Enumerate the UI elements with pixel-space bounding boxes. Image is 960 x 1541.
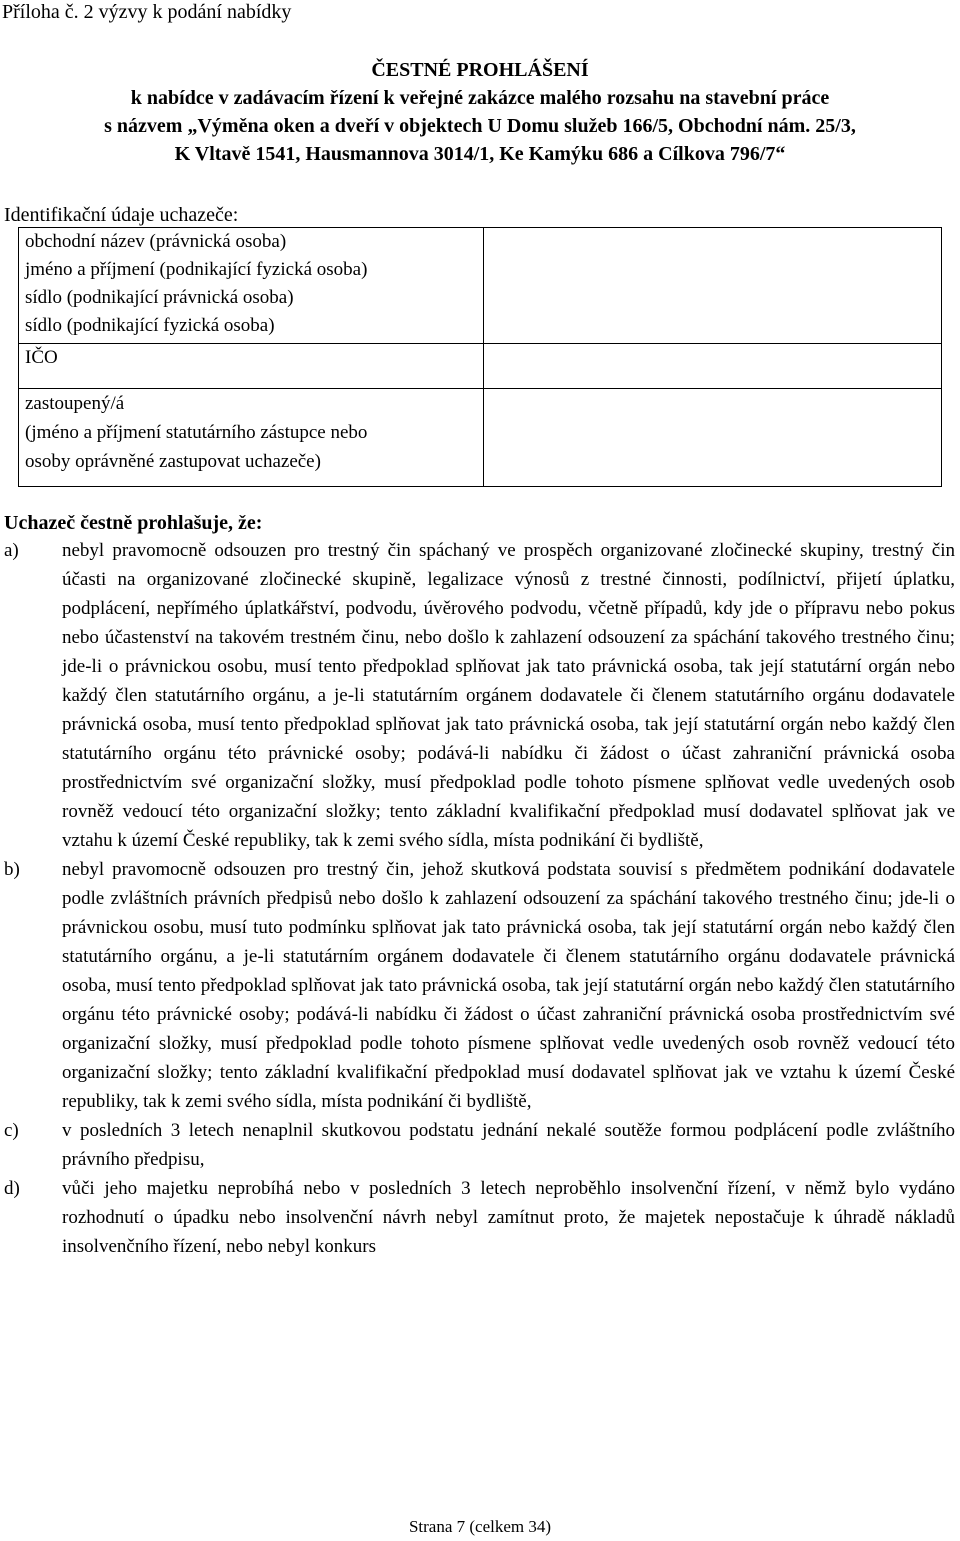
- clause-letter: b): [4, 859, 20, 880]
- heading-line-4: K Vltavě 1541, Hausmannova 3014/1, Ke Kamýku 686 a Cílkova 796/7“: [174, 143, 786, 165]
- clause-letter: a): [4, 540, 19, 561]
- heading-line-2: k nabídce v zadávacím řízení k veřejné zakázce malého rozsahu na stavební práce: [130, 87, 830, 109]
- label-authorized-person: osoby oprávněné zastupovat uchazeče): [25, 451, 321, 472]
- clause-b: [4, 855, 955, 1116]
- identification-title: Identifikační údaje uchazeče:: [4, 204, 239, 226]
- clause-letter: d): [4, 1178, 20, 1199]
- declaration-intro: Uchazeč čestně prohlašuje, že:: [4, 512, 263, 534]
- heading-title: ČESTNÉ PROHLÁŠENÍ: [371, 59, 589, 81]
- table-row: [19, 389, 942, 487]
- identification-table: [18, 227, 942, 487]
- ico-value-field[interactable]: [484, 344, 942, 389]
- declaration-clauses: [4, 536, 955, 1261]
- table-row: [19, 344, 942, 389]
- label-legal-seat: sídlo (podnikající právnická osoba): [25, 287, 294, 308]
- page-number: Strana 7 (celkem 34): [408, 1517, 552, 1536]
- label-natural-seat: sídlo (podnikající fyzická osoba): [25, 315, 275, 336]
- label-represented: zastoupený/á: [25, 393, 125, 414]
- clause-c: [4, 1116, 955, 1174]
- clause-text: nebyl pravomocně odsouzen pro trestný čin, jehož skutková podstata souvisí s předmětem podnikání dodavatele podle zvláštních právních předpisů nebo došlo k zahlazení odsouzení za spáchání takového trestného činu; jde-li o právnickou osobu, musí tuto podmínku splňovat jak tato právnická osoba, tak její statutární orgán nebo každý člen statutárního orgánu, a je-li statutárním orgánem dodavatele či členem statutárního orgánu dodavatele právnická osoba, musí tento předpoklad splňovat jak tato právnická osoba, tak její statutární orgán nebo každý člen statutárního orgánu této právnické osoby; podává-li nabídku či žádost o účast zahraniční právnická osoba prostřednictvím své organizační složky, musí předpoklad podle tohoto písmene splňovat vedle uvedených osob rovněž vedoucí této organizační složky; tento základní kvalifikační předpoklad musí dodavatel splňovat jak ve vztahu k území České republiky, tak k zemi svého sídla, místa podnikání či bydliště,: [62, 859, 955, 1112]
- label-representative-name: (jméno a příjmení statutárního zástupce nebo: [25, 422, 368, 443]
- heading-line-3: s názvem „Výměna oken a dveří v objektech U Domu služeb 166/5, Obchodní nám. 25/3,: [104, 115, 856, 137]
- table-row: [19, 228, 942, 344]
- identification-label-cell: [19, 344, 484, 389]
- label-person-name: jméno a příjmení (podnikající fyzická osoba): [25, 259, 368, 280]
- identification-label-cell: [19, 389, 484, 487]
- clause-text: vůči jeho majetku neprobíhá nebo v posledních 3 letech neproběhlo insolvenční řízení, v němž bylo vydáno rozhodnutí o úpadku nebo insolvenční návrh nebyl zamítnut proto, že majetek nepostačuje k úhradě nákladů insolvenčního řízení, nebo nebyl konkurs: [62, 1178, 955, 1257]
- clause-text: v posledních 3 letech nenaplnil skutkovou podstatu jednání nekalé soutěže formou podplácení podle zvláštního právního předpisu,: [62, 1120, 955, 1170]
- clause-letter: c): [4, 1120, 19, 1141]
- identification-label-cell: [19, 228, 484, 344]
- representative-value-field[interactable]: [484, 389, 942, 487]
- document-heading: [0, 56, 960, 168]
- label-business-name: obchodní název (právnická osoba): [25, 231, 287, 252]
- clause-d: [4, 1174, 955, 1261]
- clause-text: nebyl pravomocně odsouzen pro trestný čin spáchaný ve prospěch organizované zločinecké skupiny, trestný čin účasti na organizované zločinecké skupině, legalizace výnosů z trestné činnosti, podílnictví, přijetí úplatku, podplácení, nepřímého úplatkářství, podvodu, úvěrového podvodu, včetně případů, kdy jde o přípravu nebo pokus nebo účastenství na takovém trestném činu, nebo došlo k zahlazení odsouzení za spáchání takového trestného činu; jde-li o právnickou osobu, musí tento předpoklad splňovat jak tato právnická osoba, tak její statutární orgán nebo každý člen statutárního orgánu, a je-li statutárním orgánem dodavatele či členem statutárního orgánu dodavatele právnická osoba, musí tento předpoklad splňovat jak tato právnická osoba, tak její statutární orgán nebo každý člen statutárního orgánu této právnické osoby; podává-li nabídku či žádost o účast zahraniční právnická osoba prostřednictvím své organizační složky, musí předpoklad podle tohoto písmene splňovat vedle uvedených osob rovněž vedoucí této organizační složky; tento základní kvalifikační předpoklad musí dodavatel splňovat jak ve vztahu k území České republiky, tak k zemi svého sídla, místa podnikání či bydliště,: [62, 540, 955, 851]
- clause-a: [4, 536, 955, 855]
- annex-title: Příloha č. 2 výzvy k podání nabídky: [2, 1, 292, 23]
- identification-value-field[interactable]: [484, 228, 942, 344]
- label-ico: IČO: [25, 347, 58, 368]
